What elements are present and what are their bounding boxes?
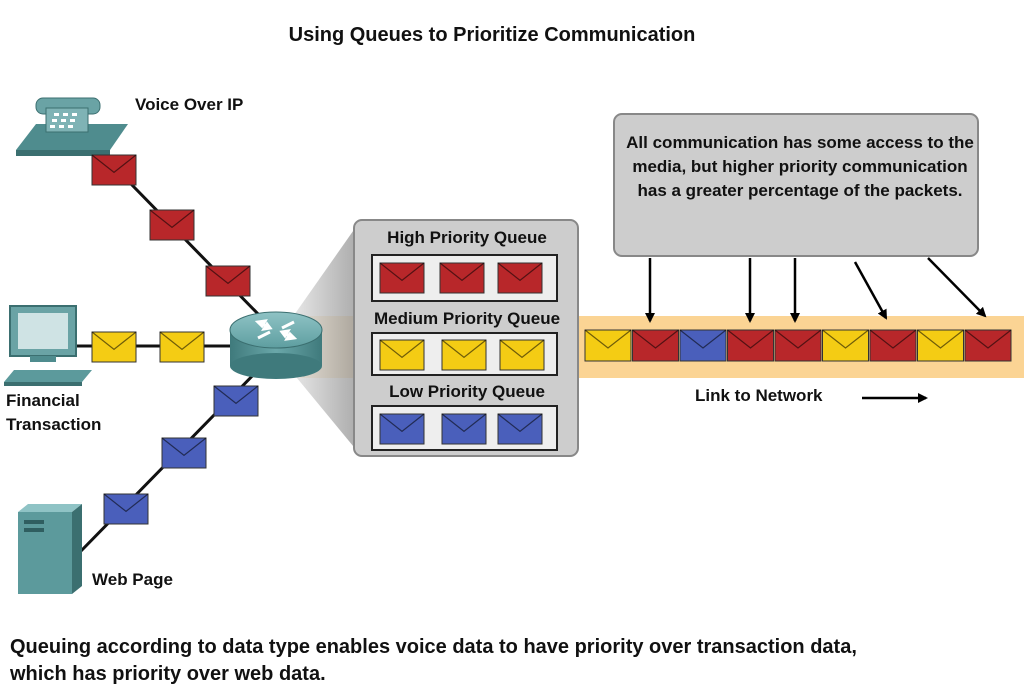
link-packet-voice [728,330,774,361]
voice-packet [92,155,136,185]
medium-priority-queue-label: Medium Priority Queue [373,309,561,328]
link-packet-transaction [823,330,869,361]
link-packet-transaction [585,330,631,361]
server-icon [18,504,82,594]
diagram-title: Using Queues to Prioritize Communication [288,24,696,46]
web-page-label: Web Page [92,570,173,589]
financial-label-line2: Transaction [6,415,102,434]
ip-phone-icon [16,98,128,156]
caption-line1: Queuing according to data type enables voice data to have priority over transaction data, [10,636,857,658]
medium-queue-packet [442,340,486,370]
link-packet-voice [870,330,916,361]
high-priority-queue-label: High Priority Queue [387,228,547,247]
callout-line1: All communication has some access to the [626,133,974,152]
low-queue-packet [498,414,542,444]
callout-arrows [650,258,985,321]
link-packet-transaction [918,330,964,361]
voice-packet [206,266,250,296]
transaction-packet [160,332,204,362]
link-to-network-label: Link to Network [695,386,823,405]
high-queue-packet [440,263,484,293]
caption-line2: which has priority over web data. [10,663,326,685]
transaction-packet [92,332,136,362]
link-packet-voice [965,330,1011,361]
web-packet [162,438,206,468]
link-packet-voice [633,330,679,361]
medium-queue-packet [380,340,424,370]
high-queue-packet [380,263,424,293]
high-queue-packet [498,263,542,293]
financial-transaction-label [6,389,101,437]
voice-over-ip-label: Voice Over IP [135,95,244,114]
callout-line2: media, but higher priority communication [632,157,968,176]
voice-packet [150,210,194,240]
router-icon [230,312,322,379]
link-packet-web [680,330,726,361]
financial-label-line1: Financial [6,391,80,410]
low-queue-packet [442,414,486,444]
medium-queue-packet [500,340,544,370]
low-queue-packet [380,414,424,444]
web-packet [214,386,258,416]
low-priority-queue-label: Low Priority Queue [389,382,545,401]
caption [10,634,1010,688]
callout-line3: has a greater percentage of the packets. [637,181,963,200]
link-packet-voice [775,330,821,361]
web-packet [104,494,148,524]
callout-text [616,131,984,203]
